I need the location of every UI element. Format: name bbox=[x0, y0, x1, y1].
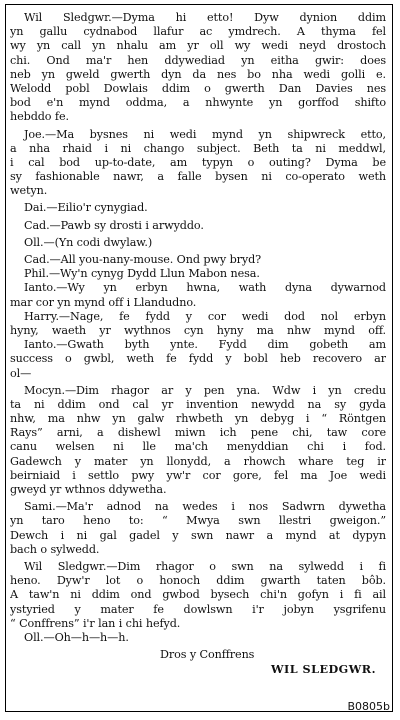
text-line: chi. Ond ma'r hen ddywediad yn eitha gwir: does bbox=[10, 53, 386, 67]
text-line: Cad.—Pawb sy drosti i arwyddo. bbox=[24, 218, 204, 232]
text-line: neb yn gweld gwerth dyn da nes bo nha wedi golli e. bbox=[10, 67, 386, 81]
text-line: Ianto.—Gwath byth ynte. Fydd dim gobeth am bbox=[24, 338, 386, 352]
text-line: Dai.—Eilio'r cynygiad. bbox=[24, 201, 148, 215]
text-line: A taw'n ni ddim ond gwbod bysech chi'n gofyn i fi ail bbox=[10, 588, 386, 602]
text-line: Phil.—Wy'n cynyg Dydd Llun Mabon nesa. bbox=[24, 267, 260, 281]
text-line: Welodd pobl Dowlais ddim o gwerth Dan Davies nes bbox=[10, 81, 386, 95]
text-line: Ianto.—Wy yn erbyn hwna, wath dyna dywarnod bbox=[24, 281, 386, 295]
text-line: mar cor yn mynd off i Llandudno. bbox=[10, 295, 197, 309]
reference-code: B0805b bbox=[347, 700, 390, 713]
text-line: gweyd yr wthnos ddywetha. bbox=[10, 483, 167, 496]
text-line: nhw, ma nhw yn galw rhwbeth yn debyg i “ Röntgen bbox=[10, 412, 386, 426]
newspaper-clipping bbox=[5, 4, 393, 712]
text-line: bod e'n mynd oddma, a nhwynte yn gorffod shifto bbox=[10, 96, 386, 110]
text-line: Joe.—Ma bysnes ni wedi mynd yn shipwreck etto, bbox=[24, 127, 386, 141]
text-line: ta ni ddim ond cal yr invention newydd na sy gyda bbox=[10, 397, 386, 411]
dialogue-article bbox=[10, 11, 386, 676]
text-line: Oll.—(Yn codi dwylaw.) bbox=[24, 235, 153, 249]
text-line: canu welsen ni lle ma'ch menyddian chi i fod. bbox=[10, 440, 386, 454]
text-line: hyny, waeth yr wythnos cyn hyny ma nhw mynd off. bbox=[10, 323, 386, 337]
text-line: Wil Sledgwr.—Dyma hi etto! Dyw dynion ddim bbox=[24, 11, 386, 24]
text-line: Rays” arni, a dishewl miwn ich pene chi, taw core bbox=[10, 426, 386, 440]
text-line: Gadewch y mater yn llonydd, a rhowch whare teg ir bbox=[10, 454, 386, 468]
text-line: Cad.—All you-nany-mouse. Ond pwy bryd? bbox=[24, 253, 262, 266]
text-line: ol— bbox=[10, 366, 32, 380]
text-line: Dros y Conffrens bbox=[160, 648, 255, 662]
text-line: Mocyn.—Dim rhagor ar y pen yna. Wdw i yn credu bbox=[24, 383, 386, 397]
text-line: yn gallu cydnabod llafur ac ymdrech. A thyma fel bbox=[10, 25, 386, 39]
text-line: ystyried y mater fe dowlswn i'r jobyn ysgrifenu bbox=[10, 602, 386, 616]
text-line: Oll.—Oh—h—h—h. bbox=[24, 630, 129, 644]
text-line: yn taro heno to: “ Mwya swn llestri gweigon.” bbox=[10, 514, 386, 528]
text-line: wetyn. bbox=[10, 184, 48, 198]
text-line: heno. Dyw'r lot o honoch ddim gwarth taten bôb. bbox=[10, 574, 386, 588]
text-line: bach o sylwedd. bbox=[10, 542, 100, 556]
text-line: i cal bod up-to-date, am typyn o outing? Dyma be bbox=[10, 155, 386, 169]
text-line: sy fashionable nawr, a falle bysen ni co-operato weth bbox=[10, 170, 386, 184]
text-line: Sami.—Ma'r adnod na wedes i nos Sadwrn dywetha bbox=[24, 500, 386, 514]
text-line: beirniaid i settlo pwy yw'r cor gore, fel ma Joe wedi bbox=[10, 468, 386, 482]
text-line: Dewch i ni gal gadel y swn nawr a mynd at dypyn bbox=[10, 528, 386, 542]
text-line: wy yn call yn nhalu am yr oll wy wedi neyd drostoch bbox=[10, 39, 386, 53]
text-line: Harry.—Nage, fe fydd y cor wedi dod nol erbyn bbox=[24, 309, 386, 323]
text-line: hebddo fe. bbox=[10, 110, 69, 124]
text-line: success o gwbl, weth fe fydd y bobl heb recovero ar bbox=[10, 352, 386, 366]
text-line: WIL SLEDGWR. bbox=[270, 662, 376, 677]
text-line: “ Conffrens” i'r lan i chi hefyd. bbox=[10, 616, 181, 630]
text-line: Wil Sledgwr.—Dim rhagor o swn na sylwedd i fi bbox=[24, 559, 386, 573]
text-line: a nha rhaid i ni chango subject. Beth ta ni meddwl, bbox=[10, 141, 386, 155]
